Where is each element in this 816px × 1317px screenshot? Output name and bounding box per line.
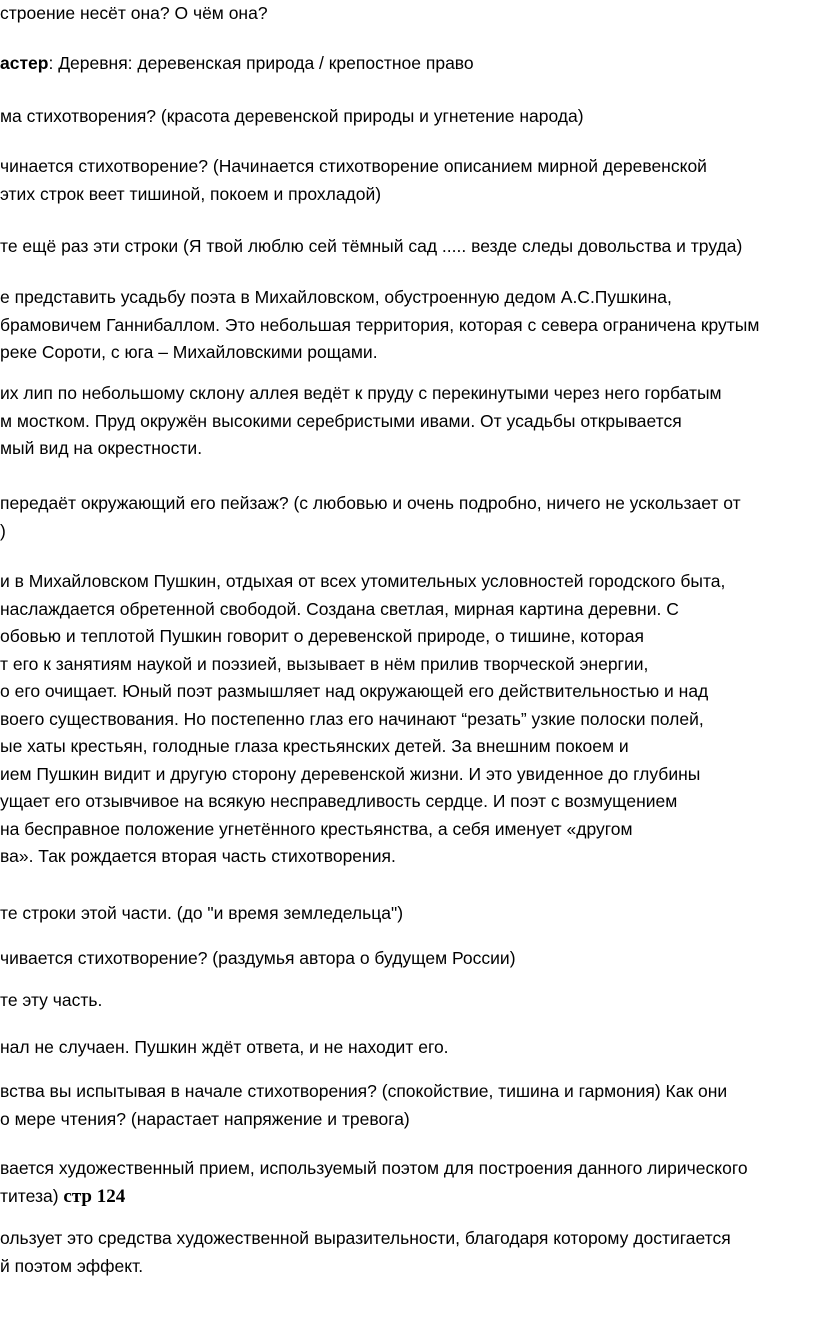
text-line [0,181,816,209]
text-line [0,490,816,518]
text-line [0,596,816,624]
text-run: реке Сороти, с юга – Михайловскими рощами. [0,342,378,362]
text-line [0,0,816,28]
text-run: о его очищает. Юный поэт размышляет над окружающей его действительностью и над [0,681,709,701]
text-run: те строки этой части. (до "и время земледельца") [0,903,404,923]
text-run: воего существования. Но постепенно глаз его начинают “резать” узкие полоски полей, [0,708,704,729]
paragraph [0,987,816,1015]
text-line [0,233,816,261]
text-line [0,103,816,131]
text-line [0,733,816,761]
text-line [0,761,816,789]
text-line [0,339,816,367]
text-run: ользует это средства художественной выразительности, благодаря которому достигается [0,1228,731,1248]
text-run: нал не случаен. Пушкин ждёт ответа, и не находит его. [0,1037,449,1057]
text-line [0,50,816,78]
text-line [0,987,816,1015]
paragraph [0,1155,816,1210]
text-run: м мостком. Пруд окружён высокими серебристыми ивами. От усадьбы открывается [0,410,682,431]
text-run: чинается стихотворение? (Начинается стихотворение описанием мирной деревенской [0,156,707,176]
paragraph [0,50,816,78]
text-line [0,1183,816,1211]
bold-text: стр 124 [63,1185,126,1207]
text-line [0,623,816,651]
text-run: их лип по небольшому склону аллея ведёт к пруду с перекинутыми через него горбатым [0,383,722,403]
text-line [0,435,816,463]
text-run: ущает его отзывчивое на всякую несправедливость сердце. И поэт с возмущением [0,791,678,811]
text-line [0,380,816,408]
paragraph [0,1078,816,1133]
text-run: мый вид на окрестности. [0,438,203,458]
text-run: на бесправное положение угнетённого крестьянства, а себя именует «другом [0,818,633,839]
text-line [0,1078,816,1106]
text-run: и в Михайловском Пушкин, отдыхая от всех утомительных условностей городского быта, [0,571,726,591]
text-line [0,153,816,181]
paragraph [0,284,816,367]
text-line [0,706,816,734]
paragraph [0,233,816,261]
text-run: ма стихотворения? (красота деревенской природы и угнетение народа) [0,106,584,126]
text-line [0,1155,816,1183]
paragraph [0,0,816,28]
text-run: ) [0,520,6,541]
paragraph [0,103,816,131]
text-run: ием Пушкин видит и другую сторону деревенской жизни. И это увиденное до глубины [0,763,701,784]
text-run: брамовичем Ганнибаллом. Это небольшая территория, которая с севера ограничена крутым [0,314,760,335]
paragraph [0,945,816,973]
text-line [0,678,816,706]
text-run: вается художественный прием, используемый поэтом для построения данного лирического [0,1158,748,1178]
paragraph [0,900,816,928]
text-run: е представить усадьбу поэта в Михайловском, обустроенную дедом А.С.Пушкина, [0,287,672,307]
text-run: строение несёт она? О чём она? [0,3,268,23]
text-line [0,788,816,816]
text-line [0,900,816,928]
text-line [0,1034,816,1062]
text-run: те ещё раз эти строки (Я твой люблю сей тёмный сад ..... везде следы довольства и труда) [0,236,743,256]
text-run: обовью и теплотой Пушкин говорит о деревенской природе, о тишине, которая [0,626,644,646]
text-line [0,408,816,436]
text-run: этих строк веет тишиной, покоем и прохладой) [0,183,382,204]
text-run: наслаждается обретенной свободой. Создана светлая, мирная картина деревни. С [0,598,679,619]
text-run: й поэтом эффект. [0,1255,144,1276]
text-line [0,816,816,844]
text-run: ые хаты крестьян, голодные глаза крестьянских детей. За внешним покоем и [0,736,629,756]
text-run: те эту часть. [0,990,103,1010]
text-line [0,843,816,871]
paragraph [0,568,816,871]
text-line [0,1225,816,1253]
text-line [0,1253,816,1281]
text-line [0,1106,816,1134]
paragraph [0,1225,816,1280]
paragraph [0,490,816,545]
text-line [0,284,816,312]
paragraph [0,1034,816,1062]
text-run: титеза) [0,1185,64,1206]
paragraph [0,153,816,208]
text-line [0,518,816,546]
bold-text: астер [0,53,49,73]
text-run: передаёт окружающий его пейзаж? (с любовью и очень подробно, ничего не ускользает от [0,493,741,513]
text-run: : Деревня: деревенская природа / крепостное право [48,53,474,73]
text-line [0,945,816,973]
text-run: ва». Так рождается вторая часть стихотворения. [0,846,396,866]
paragraph [0,380,816,463]
text-line [0,312,816,340]
text-run: о мере чтения? (нарастает напряжение и тревога) [0,1108,410,1129]
text-line [0,568,816,596]
text-line [0,651,816,679]
text-run: т его к занятиям наукой и поэзией, вызывает в нём прилив творческой энергии, [0,653,649,674]
text-run: чивается стихотворение? (раздумья автора о будущем России) [0,948,516,968]
text-run: вства вы испытывая в начале стихотворения? (спокойствие, тишина и гармония) Как они [0,1081,728,1101]
